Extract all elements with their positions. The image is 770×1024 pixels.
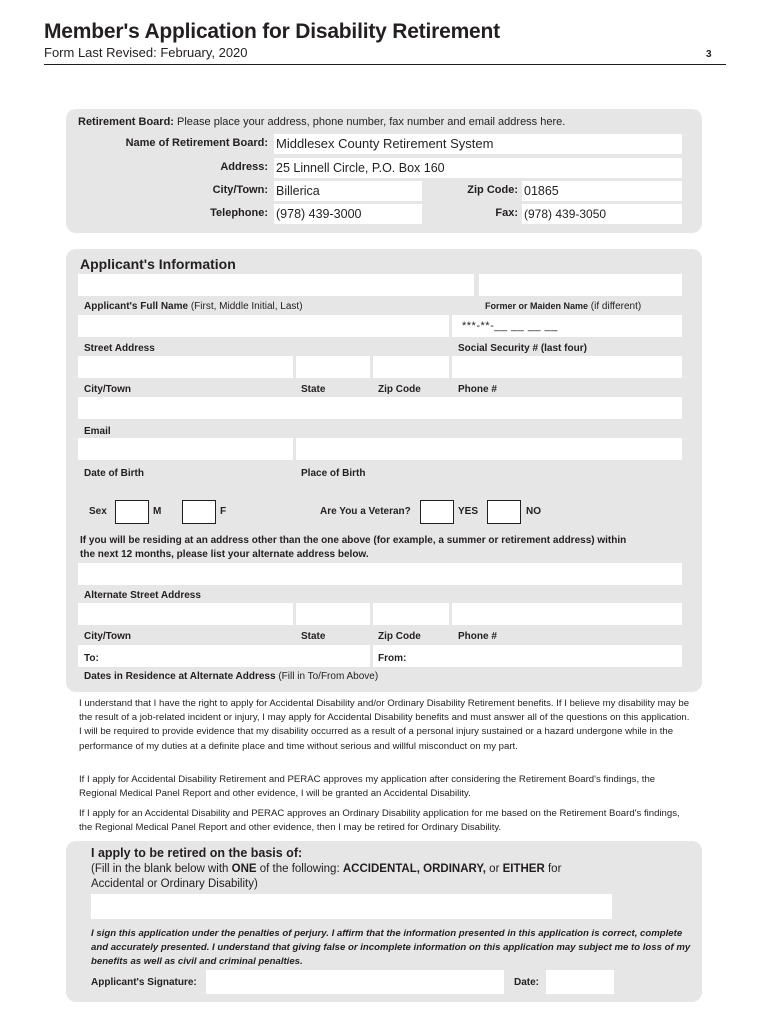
sex-female-checkbox[interactable] [182,500,216,524]
sex-male-label: M [153,506,162,517]
board-fax-label: Fax: [495,207,518,219]
board-address-field[interactable] [274,158,682,178]
board-zip-field[interactable] [522,181,682,201]
basis-instr-d: for [544,863,562,875]
email-label: Email [84,426,111,437]
ssn-field[interactable] [452,315,682,337]
retirement-board-intro [78,116,565,128]
maiden-name-label [485,301,641,312]
basis-instr-a: (Fill in the blank below with [91,863,232,875]
zip-field[interactable] [373,356,449,378]
board-address-label: Address: [220,161,268,173]
board-zip-label: Zip Code: [467,184,518,196]
ssn-label: Social Security # (last four) [458,343,587,354]
veteran-label: Are You a Veteran? [320,506,411,517]
maiden-name-field[interactable] [479,274,682,296]
retirement-board-intro-text: Please place your address, phone number, fax number and email address here. [173,116,566,128]
city-label: City/Town [84,384,132,395]
dates-in-residence-hint: (Fill in To/From Above) [275,671,379,682]
page-title: Member's Application for Disability Retirement [44,20,500,43]
state-label: State [301,384,326,395]
residence-to-label: To: [84,653,99,664]
ssn-mask: ***-**-__ __ __ __ [462,320,558,332]
board-fax-value: (978) 439-3050 [524,207,607,221]
state-field[interactable] [296,356,370,378]
retirement-basis-instructions [91,862,561,892]
alternate-phone-field[interactable] [452,603,682,625]
basis-instr-either: EITHER [502,863,545,875]
basis-instr-line2: Accidental or Ordinary Disability) [91,878,258,890]
retirement-basis-field[interactable] [91,894,612,919]
alternate-city-label: City/Town [84,631,132,642]
full-name-label-text: Applicant's Full Name [84,301,189,312]
disclosure-paragraph-1: I understand that I have the right to apply for Accidental Disability and/or Ordinary Disability Retirement benefits. If I believe my disability may be the result of a job-related incident or injury, I may apply for Accidental Disability benefits and must answer all of the questions on this application. I will be required to provide evidence that my disability occurred as a result of a personal injury sustained or a hazard undergone while in the performance of my duties at a definite place and time without serious and willful misconduct on my part. [79,698,690,752]
alternate-zip-field[interactable] [373,603,449,625]
board-telephone-value: (978) 439-3000 [276,207,362,221]
board-city-label: City/Town: [212,184,268,196]
board-name-value: Middlesex County Retirement System [276,136,494,151]
form-revision-date: Form Last Revised: February, 2020 [44,45,248,60]
city-field[interactable] [78,356,293,378]
board-city-field[interactable] [274,181,422,201]
full-name-hint: (First, Middle Initial, Last) [188,301,303,312]
retirement-basis-heading: I apply to be retired on the basis of: [91,846,303,860]
residence-from-field[interactable] [373,645,682,667]
alternate-address-instructions: If you will be residing at an address other than the one above (for example, a summer or retirement address) within the next 12 months, please list your alternate address below. [80,535,627,560]
street-address-label: Street Address [84,343,155,354]
residence-to-field[interactable] [78,645,370,667]
date-of-birth-field[interactable] [78,438,293,460]
street-address-field[interactable] [78,315,449,337]
board-zip-value: 01865 [524,184,559,198]
board-address-value: 25 Linnell Circle, P.O. Box 160 [276,161,445,175]
alternate-street-label: Alternate Street Address [84,590,201,601]
veteran-no-label: NO [526,506,541,517]
alternate-street-field[interactable] [78,563,682,585]
basis-instr-c: or [485,863,503,875]
disclosure-paragraph-2: If I apply for Accidental Disability Retirement and PERAC approves my application after considering the Retirement Board's findings, the Regional Medical Panel Report and other evidence, I will be granted an Accidental Disability. [79,774,656,800]
veteran-no-checkbox[interactable] [487,500,521,524]
basis-instr-options: ACCIDENTAL, ORDINARY, [342,863,486,875]
signature-date-label: Date: [514,977,540,988]
full-name-label [84,301,303,312]
board-city-value: Billerica [276,184,320,198]
board-name-label: Name of Retirement Board: [125,137,268,149]
dates-in-residence-label [84,671,378,682]
maiden-name-hint: (if different) [588,301,642,312]
residence-from-label: From: [378,653,407,664]
signature-date-field[interactable] [546,970,614,994]
signature-field[interactable] [206,970,504,994]
sex-female-label: F [220,506,227,517]
maiden-name-label-text: Former or Maiden Name [485,301,589,311]
basis-instr-b: of the following: [256,863,343,875]
board-fax-field[interactable] [522,204,682,224]
full-name-field[interactable] [78,274,474,296]
alternate-zip-label: Zip Code [378,631,421,642]
applicant-info-heading: Applicant's Information [80,256,236,272]
date-of-birth-label: Date of Birth [84,468,144,479]
veteran-yes-label: YES [458,506,479,517]
sex-male-checkbox[interactable] [115,500,149,524]
veteran-yes-checkbox[interactable] [420,500,454,524]
basis-instr-one: ONE [231,863,257,875]
board-name-field[interactable] [274,134,682,154]
disclosure-paragraph-3: If I apply for an Accidental Disability and PERAC approves an Ordinary Disability application for me based on the Retirement Board's findings, the Regional Medical Panel Report and other evidence, then I may be retired for Ordinary Disability. [79,808,680,834]
dates-in-residence-label-text: Dates in Residence at Alternate Address [84,671,276,682]
page-number: 3 [706,49,712,60]
sex-label: Sex [89,506,107,517]
phone-field[interactable] [452,356,682,378]
header-rule [44,64,726,65]
alternate-state-label: State [301,631,326,642]
phone-label: Phone # [458,384,497,395]
retirement-board-intro-label: Retirement Board: [78,116,174,128]
signature-label: Applicant's Signature: [91,977,197,988]
place-of-birth-field[interactable] [296,438,682,460]
place-of-birth-label: Place of Birth [301,468,366,479]
alternate-phone-label: Phone # [458,631,497,642]
board-telephone-field[interactable] [274,204,422,224]
email-field[interactable] [78,397,682,419]
alternate-city-field[interactable] [78,603,293,625]
zip-label: Zip Code [378,384,421,395]
perjury-attestation: I sign this application under the penalties of perjury. I affirm that the information presented in this application is correct, complete and accurately presented. I understand that giving false or incomplete information on this application may subject me to loss of my benefits as well as civil and criminal penalties. [91,928,691,968]
alternate-state-field[interactable] [296,603,370,625]
board-telephone-label: Telephone: [210,207,268,219]
